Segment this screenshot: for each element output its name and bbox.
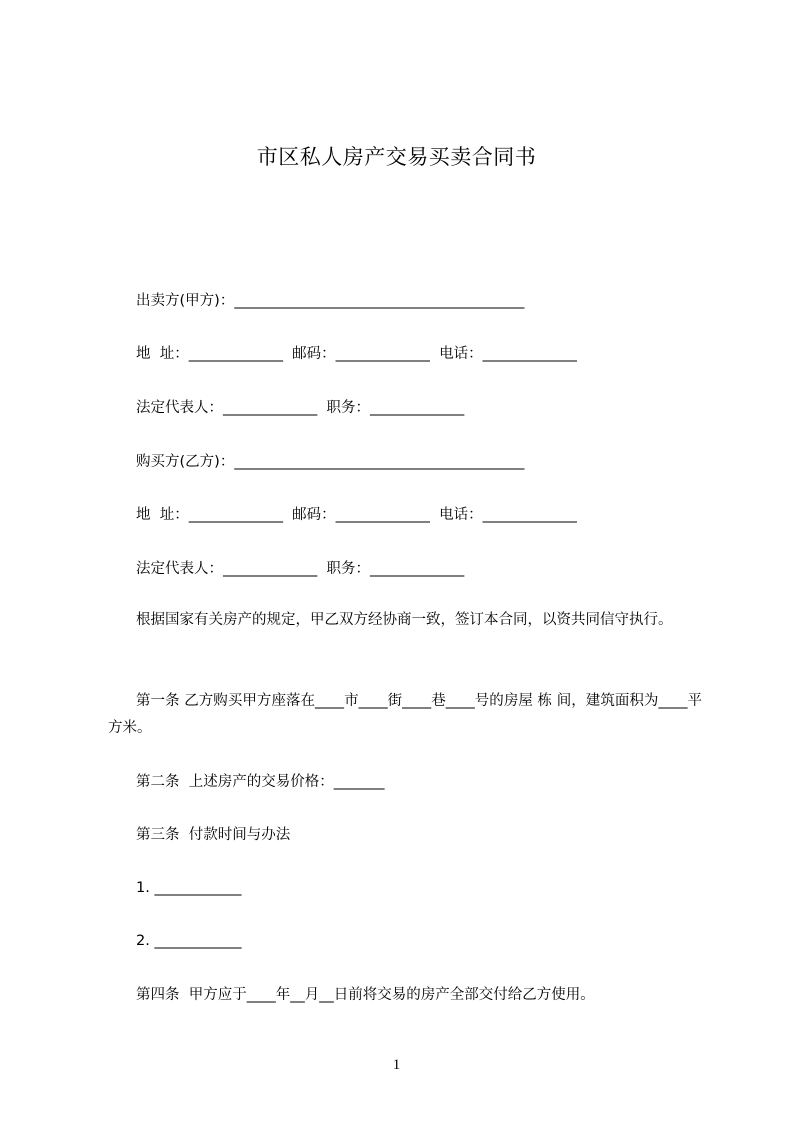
payment-item-2: 2. ____________ [136,933,242,949]
seller-line: 出卖方(甲方)：________________________________________ [136,293,525,309]
document-title: 市区私人房产交易买卖合同书 [256,145,537,169]
article-3-heading: 第三条 付款时间与办法 [136,827,291,843]
article-4-line: 第四条 甲方应于____年__月__日前将交易的房产全部交付给乙方使用。 [136,987,595,1003]
page-number: 1 [392,1057,401,1073]
buyer-line: 购买方(乙方)：________________________________________ [136,454,525,470]
payment-item-1: 1. ____________ [136,880,242,896]
preamble-paragraph: 根据国家有关房产的规定，甲乙双方经协商一致，签订本合同，以资共同信守执行。 [136,612,673,628]
buyer-representative-line: 法定代表人：_____________ 职务：_____________ [136,561,465,577]
buyer-address-line: 地 址：_____________ 邮码：_____________ 电话：_____________ [136,507,577,523]
article-2-line: 第二条 上述房产的交易价格：_______ [136,774,385,790]
seller-address-line: 地 址：_____________ 邮码：_____________ 电话：_____________ [136,346,577,362]
seller-representative-line: 法定代表人：_____________ 职务：_____________ [136,400,465,416]
article-1-paragraph: 第一条 乙方购买甲方座落在____市____街____巷____号的房屋 栋 间，建筑面积为____平方米。 [108,693,702,736]
